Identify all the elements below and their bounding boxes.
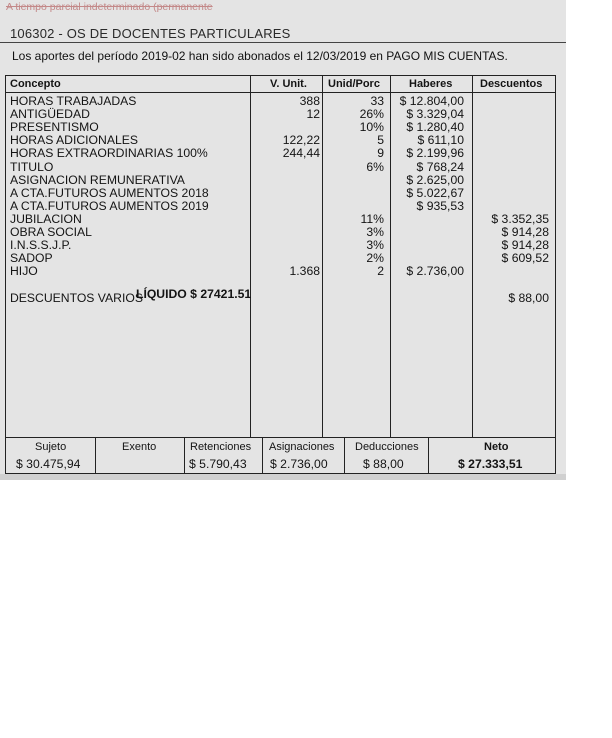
header-divider — [6, 92, 555, 93]
row-concepto: HIJO — [10, 264, 38, 279]
row-descuentos: $ 914,28 — [501, 225, 549, 239]
table-row — [6, 252, 555, 265]
row-vunit: 244,44 — [282, 146, 320, 161]
footer-divider — [344, 438, 345, 473]
row-vunit: 122,22 — [282, 133, 320, 148]
table-row — [6, 292, 555, 305]
header-descuentos: Descuentos — [480, 78, 543, 90]
row-haberes: $ 2.625,00 — [406, 172, 464, 187]
row-unid: 3% — [366, 238, 384, 253]
table-row — [6, 174, 555, 187]
footer-value-sujeto: $ 30.475,94 — [16, 457, 81, 471]
footer-label-retenciones: Retenciones — [190, 441, 252, 453]
row-descuentos: $ 914,28 — [501, 238, 549, 253]
row-concepto: DESCUENTOS VARIOS — [10, 290, 143, 305]
row-concepto: SADOP — [10, 251, 53, 266]
row-unid: 33 — [370, 94, 384, 108]
footer-divider — [428, 438, 429, 473]
row-unid: 5 — [377, 133, 384, 148]
row-unid: 9 — [377, 146, 384, 161]
row-concepto: HORAS ADICIONALES — [10, 133, 139, 148]
row-concepto: A CTA.FUTUROS AUMENTOS 2019 — [10, 198, 209, 213]
row-vunit: 1.368 — [289, 264, 320, 279]
footer-label-deducciones: Deducciones — [355, 441, 419, 453]
row-concepto: ANTIGÜEDAD — [10, 107, 90, 122]
footer-label-asignaciones: Asignaciones — [269, 441, 335, 453]
table-row — [6, 108, 555, 121]
top-text: A tiempo parcial indeterminado (permanente — [6, 1, 213, 13]
table-row — [6, 187, 555, 200]
footer-divider — [184, 438, 185, 473]
row-vunit: 12 — [306, 107, 320, 122]
row-unid: 2 — [377, 264, 384, 279]
row-concepto: A CTA.FUTUROS AUMENTOS 2018 — [10, 185, 209, 200]
footer-label-sujeto: Sujeto — [35, 441, 67, 453]
footer-label-neto: Neto — [484, 441, 509, 453]
footer-value-neto: $ 27.333,51 — [458, 457, 523, 471]
footer-label-exento: Exento — [122, 441, 157, 453]
footer-divider — [95, 438, 96, 473]
row-haberes: $ 12.804,00 — [399, 94, 464, 108]
row-haberes: $ 2.736,00 — [406, 264, 464, 279]
table-row — [6, 265, 555, 278]
row-haberes: $ 1.280,40 — [406, 120, 464, 135]
table-row — [6, 226, 555, 239]
header-unidporc: Unid/Porc — [328, 78, 380, 90]
table-row — [6, 200, 555, 213]
scan-edge — [0, 474, 566, 480]
table-row — [6, 147, 555, 160]
footer-value-deducciones: $ 88,00 — [363, 457, 404, 471]
table-row — [6, 239, 555, 252]
liquido-total: LÍQUIDO $ 27421.51 — [136, 287, 252, 301]
row-concepto: PRESENTISMO — [10, 120, 99, 135]
row-haberes: $ 2.199,96 — [406, 146, 464, 161]
document-title: 106302 - OS DE DOCENTES PARTICULARES — [10, 26, 291, 41]
row-descuentos: $ 609,52 — [501, 251, 549, 266]
payment-notice: Los aportes del período 2019-02 han sido abonados el 12/03/2019 en PAGO MIS CUENTAS. — [12, 49, 508, 63]
header-vunit: V. Unit. — [270, 78, 307, 90]
row-concepto: HORAS EXTRAORDINARIAS 100% — [10, 146, 208, 161]
table-row — [6, 278, 555, 291]
footer-value-asignaciones: $ 2.736,00 — [270, 457, 328, 471]
table-row — [6, 95, 555, 108]
title-divider — [0, 42, 566, 43]
concepts-table — [5, 75, 556, 438]
row-concepto: ASIGNACION REMUNERATIVA — [10, 172, 185, 187]
row-unid: 6% — [366, 159, 384, 174]
table-row — [6, 121, 555, 134]
table-row — [6, 213, 555, 226]
row-descuentos: $ 3.352,35 — [491, 211, 549, 226]
row-concepto: TITULO — [10, 159, 54, 174]
row-haberes: $ 611,10 — [417, 133, 464, 148]
row-unid: 11% — [360, 211, 384, 226]
row-unid: 2% — [366, 251, 384, 266]
row-concepto: I.N.S.S.J.P. — [10, 238, 72, 253]
row-unid: 3% — [366, 225, 384, 239]
row-haberes: $ 768,24 — [416, 159, 464, 174]
footer-divider — [262, 438, 263, 473]
row-unid: 26% — [359, 107, 384, 122]
row-haberes: $ 935,53 — [416, 198, 464, 213]
row-descuentos: $ 88,00 — [508, 290, 549, 305]
header-haberes: Haberes — [409, 78, 453, 90]
header-concepto: Concepto — [10, 78, 61, 90]
footer-value-retenciones: $ 5.790,43 — [189, 457, 247, 471]
totals-footer — [5, 438, 556, 474]
row-haberes: $ 3.329,04 — [406, 107, 464, 122]
table-row — [6, 161, 555, 174]
table-row — [6, 134, 555, 147]
row-vunit: 388 — [299, 94, 320, 108]
row-concepto: HORAS TRABAJADAS — [10, 94, 137, 108]
row-concepto: OBRA SOCIAL — [10, 225, 92, 239]
row-unid: 10% — [359, 120, 384, 135]
row-haberes: $ 5.022,67 — [406, 185, 464, 200]
row-concepto: JUBILACION — [10, 211, 82, 226]
